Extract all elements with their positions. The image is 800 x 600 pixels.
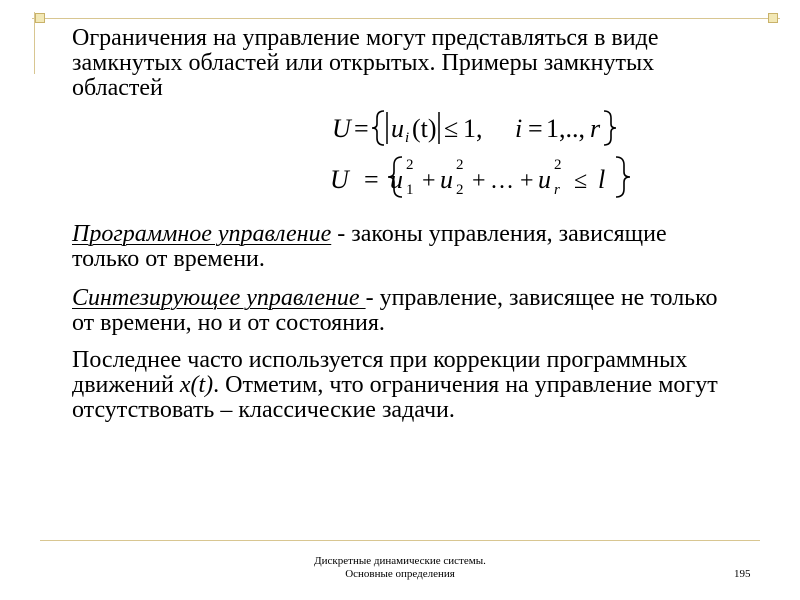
formula-sum-squares	[322, 152, 642, 207]
f2-sup2: 2	[456, 157, 464, 173]
f1-eq2: =	[528, 114, 543, 143]
f2-le: ≤	[574, 168, 588, 194]
page-number: 195	[734, 568, 751, 580]
correction-text-b: . Отметим, что ограничения на управление могут отсутствовать – классические задачи.	[72, 372, 718, 423]
corner-square-right	[768, 13, 778, 23]
f2-u2: u	[440, 165, 453, 194]
f1-one: 1,	[463, 114, 483, 143]
corner-square-left	[35, 13, 45, 23]
synthesizing-control-definition: - управление, зависящее не только от времени, но и от состояния.	[72, 285, 718, 336]
f2-eq: =	[364, 165, 379, 194]
f1-t: (t)	[412, 114, 437, 143]
f2-u1: u	[390, 165, 403, 194]
f1-eq: =	[354, 114, 369, 143]
x-of-t: x(t)	[179, 372, 214, 398]
f2-plus2: +	[472, 168, 486, 194]
f2-lhs: U	[330, 165, 349, 194]
f1-le: ≤	[444, 114, 459, 143]
f2-sub2: 2	[456, 182, 464, 198]
paragraph-correction	[72, 348, 732, 423]
term-program-control: Программное управление	[72, 221, 332, 247]
correction-text-a: Последнее часто используется при коррекции программных движений	[72, 347, 688, 398]
paragraph-constraints: Ограничения на управление могут представляться в виде замкнутых областей или открытых. Примеры замкнутых областей	[72, 25, 659, 101]
f1-sub-i: i	[405, 130, 410, 146]
f2-sub1: 1	[406, 182, 414, 198]
f1-lhs: U	[332, 114, 351, 143]
f2-dots: …	[490, 168, 514, 194]
term-synthesizing-control: Синтезирующее управление	[72, 285, 366, 311]
formula-box-constraint	[328, 106, 638, 155]
paragraph-synthesizing-control	[72, 286, 742, 336]
f2-ur: u	[538, 165, 551, 194]
f1-r: r	[590, 114, 601, 143]
f1-u: u	[391, 114, 404, 143]
program-control-definition: - законы управления, зависящие только от времени.	[72, 221, 667, 272]
f2-plus3: +	[520, 168, 534, 194]
f2-subr: r	[554, 182, 560, 198]
f2-sup3: 2	[554, 157, 562, 173]
footer	[250, 555, 550, 581]
paragraph-program-control	[72, 222, 732, 272]
footer-line-2: Основные определения	[345, 568, 455, 580]
f2-plus1: +	[422, 168, 436, 194]
f1-range: 1,..,	[546, 114, 585, 143]
bottom-rule	[40, 540, 760, 541]
top-rule	[32, 18, 780, 19]
footer-line-1: Дискретные динамические системы.	[314, 555, 486, 567]
f2-sup1: 2	[406, 157, 414, 173]
f1-i: i	[515, 114, 523, 143]
f2-l: l	[598, 165, 606, 194]
